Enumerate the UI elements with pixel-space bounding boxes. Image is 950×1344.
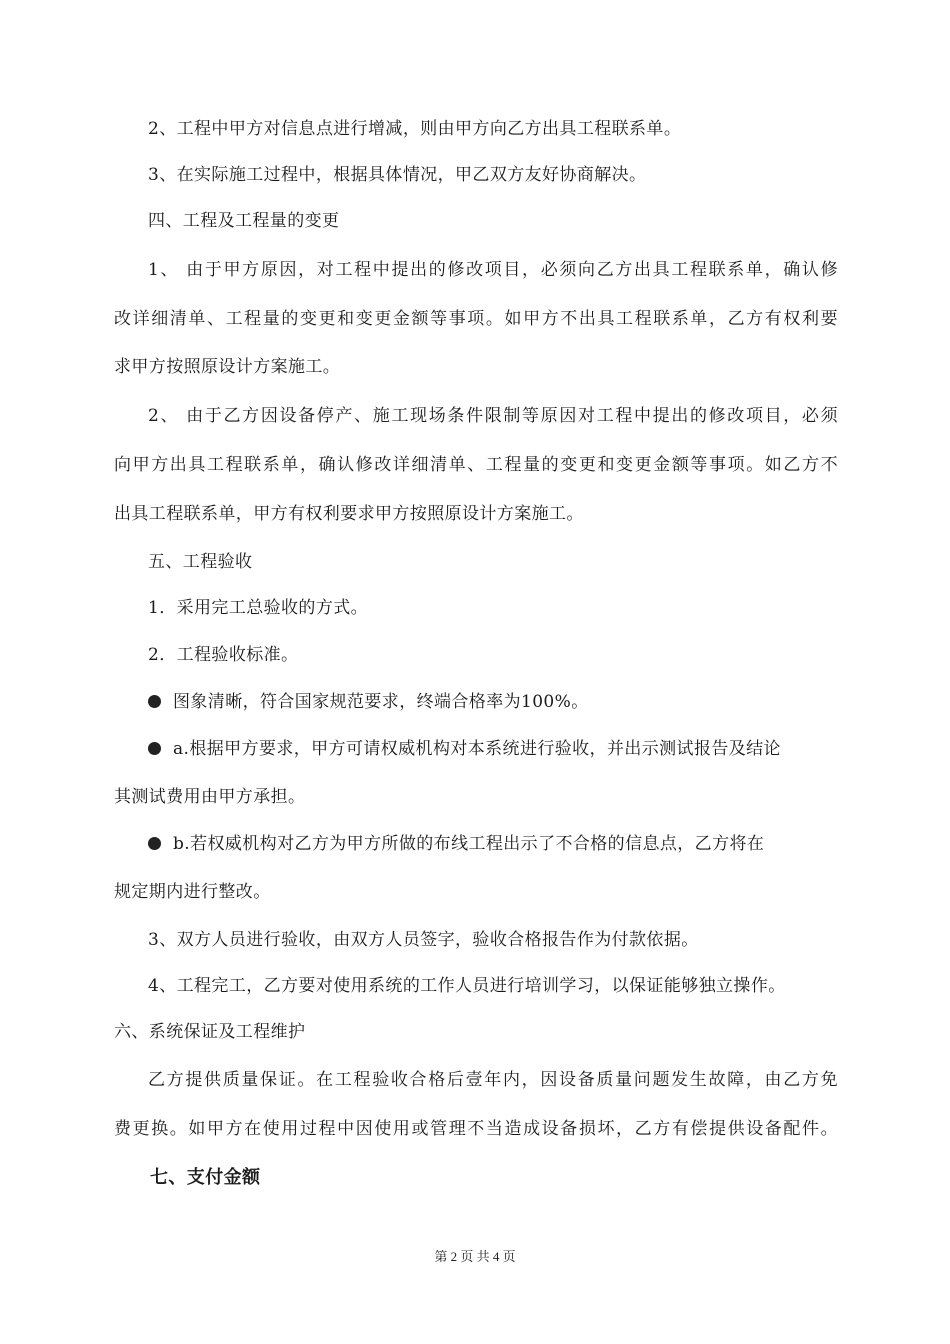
bullet-text: a.根据甲方要求，甲方可请权威机构对本系统进行验收，并出示测试报告及结论 — [173, 739, 781, 759]
change-clause-1-line-1: 1、 由于甲方原因，对工程中提出的修改项目，必须向乙方出具工程联系单，确认修 — [148, 260, 838, 280]
bullet-item-a-line-1 — [148, 737, 872, 761]
change-clause-1-line-2: 改详细清单、工程量的变更和变更金额等事项。如甲方不出具工程联系单，乙方有权利要 — [114, 309, 838, 329]
bullet-item-b-line-2: 规定期内进行整改。 — [114, 882, 271, 902]
page-number-footer: 第 2 页 共 4 页 — [434, 1249, 516, 1264]
clause-item-3: 3、在实际施工过程中，根据具体情况，甲乙双方友好协商解决。 — [148, 165, 647, 185]
clause-item-2: 2、工程中甲方对信息点进行增减，则由甲方向乙方出具工程联系单。 — [148, 119, 682, 139]
warranty-line-2: 费更换。如甲方在使用过程中因使用或管理不当造成设备损坏，乙方有偿提供设备配件。 — [114, 1119, 838, 1139]
section-heading-5: 五、工程验收 — [148, 552, 253, 572]
bullet-icon — [148, 695, 161, 708]
warranty-line-1: 乙方提供质量保证。在工程验收合格后壹年内，因设备质量问题发生故障，由乙方免 — [148, 1070, 838, 1090]
section-heading-7: 七、支付金额 — [150, 1167, 261, 1188]
bullet-icon — [148, 837, 161, 850]
change-clause-2-line-2: 向甲方出具工程联系单，确认修改详细清单、工程量的变更和变更金额等事项。如乙方不 — [114, 455, 838, 475]
change-clause-1-line-3: 求甲方按照原设计方案施工。 — [114, 357, 341, 377]
section-heading-6: 六、系统保证及工程维护 — [114, 1022, 306, 1042]
bullet-text: 图象清晰，符合国家规范要求，终端合格率为100%。 — [173, 692, 589, 712]
change-clause-2-line-1: 2、 由于乙方因设备停产、施工现场条件限制等原因对工程中提出的修改项目，必须 — [148, 406, 838, 426]
change-clause-2-line-3: 出具工程联系单，甲方有权利要求甲方按照原设计方案施工。 — [114, 504, 584, 524]
bullet-text: b.若权威机构对乙方为甲方所做的布线工程出示了不合格的信息点，乙方将在 — [173, 834, 765, 854]
bullet-item-b-line-1 — [148, 832, 872, 856]
bullet-icon — [148, 742, 161, 755]
acceptance-item-1: 1．采用完工总验收的方式。 — [148, 598, 369, 618]
acceptance-item-3: 3、双方人员进行验收，由双方人员签字，验收合格报告作为付款依据。 — [148, 930, 699, 950]
acceptance-item-2: 2．工程验收标准。 — [148, 645, 299, 665]
section-heading-4: 四、工程及工程量的变更 — [148, 211, 340, 231]
acceptance-item-4: 4、工程完工，乙方要对使用系统的工作人员进行培训学习，以保证能够独立操作。 — [148, 976, 786, 996]
bullet-item-standard — [148, 690, 872, 714]
bullet-item-a-line-2: 其测试费用由甲方承担。 — [114, 787, 306, 807]
